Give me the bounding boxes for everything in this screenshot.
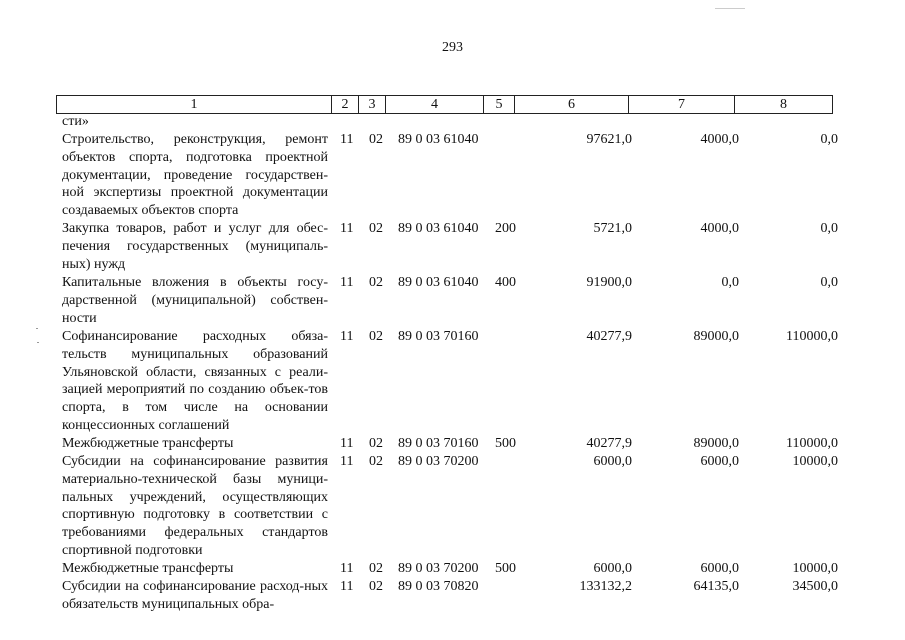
row-description: Закупка товаров, работ и услуг для обес-печения государственных (муниципаль-ных) нужд bbox=[62, 221, 328, 272]
column-header-8: 8 bbox=[735, 96, 833, 114]
table-row bbox=[0, 435, 905, 453]
scan-speck bbox=[37, 342, 39, 343]
row-subsection: 02 bbox=[369, 329, 383, 344]
row-amount-col8: 0,0 bbox=[820, 275, 838, 290]
row-amount-col7: 6000,0 bbox=[700, 454, 739, 469]
column-header-7: 7 bbox=[629, 96, 735, 114]
scan-speck bbox=[36, 328, 38, 329]
row-amount-col8: 110000,0 bbox=[786, 329, 838, 344]
row-amount-col7: 6000,0 bbox=[700, 561, 739, 576]
table-row bbox=[0, 560, 905, 578]
row-target-code: 89 0 03 70200 bbox=[398, 454, 479, 469]
table-row bbox=[0, 113, 905, 131]
row-description: сти» bbox=[62, 114, 89, 129]
row-subsection: 02 bbox=[369, 275, 383, 290]
row-amount-col8: 110000,0 bbox=[786, 436, 838, 451]
column-header-1: 1 bbox=[57, 96, 332, 114]
row-target-code: 89 0 03 70820 bbox=[398, 579, 479, 594]
row-section: 11 bbox=[340, 275, 354, 290]
row-amount-col7: 64135,0 bbox=[693, 579, 739, 594]
table-row bbox=[0, 328, 905, 435]
row-expense-type: 200 bbox=[495, 221, 516, 236]
scan-speck bbox=[715, 8, 745, 9]
row-section: 11 bbox=[340, 561, 354, 576]
row-subsection: 02 bbox=[369, 132, 383, 147]
row-amount-col7: 89000,0 bbox=[693, 436, 739, 451]
row-target-code: 89 0 03 70160 bbox=[398, 329, 479, 344]
row-description: Субсидии на софинансирование расход-ных обязательств муниципальных обра- bbox=[62, 579, 328, 612]
column-header-4: 4 bbox=[386, 96, 484, 114]
row-target-code: 89 0 03 61040 bbox=[398, 275, 479, 290]
table-row bbox=[0, 220, 905, 274]
row-subsection: 02 bbox=[369, 454, 383, 469]
row-amount-col6: 97621,0 bbox=[586, 132, 632, 147]
row-amount-col6: 40277,9 bbox=[586, 436, 632, 451]
row-amount-col7: 4000,0 bbox=[700, 221, 739, 236]
column-header-table bbox=[56, 95, 833, 114]
page-number: 293 bbox=[442, 40, 463, 55]
row-amount-col7: 0,0 bbox=[721, 275, 739, 290]
row-subsection: 02 bbox=[369, 436, 383, 451]
row-amount-col8: 0,0 bbox=[820, 221, 838, 236]
row-description: Межбюджетные трансферты bbox=[62, 436, 234, 451]
row-section: 11 bbox=[340, 454, 354, 469]
row-amount-col8: 34500,0 bbox=[792, 579, 838, 594]
table-body bbox=[0, 113, 905, 614]
row-target-code: 89 0 03 61040 bbox=[398, 221, 479, 236]
row-amount-col8: 0,0 bbox=[820, 132, 838, 147]
row-section: 11 bbox=[340, 329, 354, 344]
row-target-code: 89 0 03 70160 bbox=[398, 436, 479, 451]
column-header-2: 2 bbox=[332, 96, 359, 114]
row-description: Межбюджетные трансферты bbox=[62, 561, 234, 576]
column-header-row bbox=[57, 96, 833, 114]
row-description: Субсидии на софинансирование развития материально-технической базы муници-пальных учреждений, осуществляющих спортивную подготовку в соответствии с требованиями федеральных стандартов спортивной подготовки bbox=[62, 454, 328, 558]
row-amount-col6: 91900,0 bbox=[586, 275, 632, 290]
row-expense-type: 500 bbox=[495, 436, 516, 451]
row-section: 11 bbox=[340, 221, 354, 236]
row-subsection: 02 bbox=[369, 221, 383, 236]
row-description: Софинансирование расходных обяза-тельств муниципальных образований Ульяновской области, связанных с реали-зацией мероприятий по созданию объек-тов спорта, в том числе на основании концессионных соглашений bbox=[62, 329, 328, 433]
table-row bbox=[0, 453, 905, 560]
row-section: 11 bbox=[340, 579, 354, 594]
row-amount-col6: 6000,0 bbox=[593, 561, 632, 576]
row-description: Капитальные вложения в объекты госу-дарственной (муниципальной) собствен-ности bbox=[62, 275, 328, 326]
row-amount-col6: 40277,9 bbox=[586, 329, 632, 344]
row-subsection: 02 bbox=[369, 561, 383, 576]
row-section: 11 bbox=[340, 132, 354, 147]
column-header-3: 3 bbox=[359, 96, 386, 114]
row-amount-col6: 5721,0 bbox=[593, 221, 632, 236]
row-target-code: 89 0 03 70200 bbox=[398, 561, 479, 576]
row-target-code: 89 0 03 61040 bbox=[398, 132, 479, 147]
row-subsection: 02 bbox=[369, 579, 383, 594]
table-row bbox=[0, 274, 905, 328]
table-row bbox=[0, 131, 905, 220]
row-amount-col8: 10000,0 bbox=[792, 454, 838, 469]
table-row bbox=[0, 578, 905, 614]
row-section: 11 bbox=[340, 436, 354, 451]
row-amount-col8: 10000,0 bbox=[792, 561, 838, 576]
row-amount-col7: 4000,0 bbox=[700, 132, 739, 147]
row-amount-col6: 133132,2 bbox=[579, 579, 632, 594]
column-header-5: 5 bbox=[484, 96, 515, 114]
column-header-6: 6 bbox=[515, 96, 629, 114]
row-expense-type: 400 bbox=[495, 275, 516, 290]
row-amount-col6: 6000,0 bbox=[593, 454, 632, 469]
row-description: Строительство, реконструкция, ремонт объектов спорта, подготовка проектной документации, проведение государствен-ной экспертизы проектной документации создаваемых объектов спорта bbox=[62, 132, 328, 219]
row-amount-col7: 89000,0 bbox=[693, 329, 739, 344]
row-expense-type: 500 bbox=[495, 561, 516, 576]
